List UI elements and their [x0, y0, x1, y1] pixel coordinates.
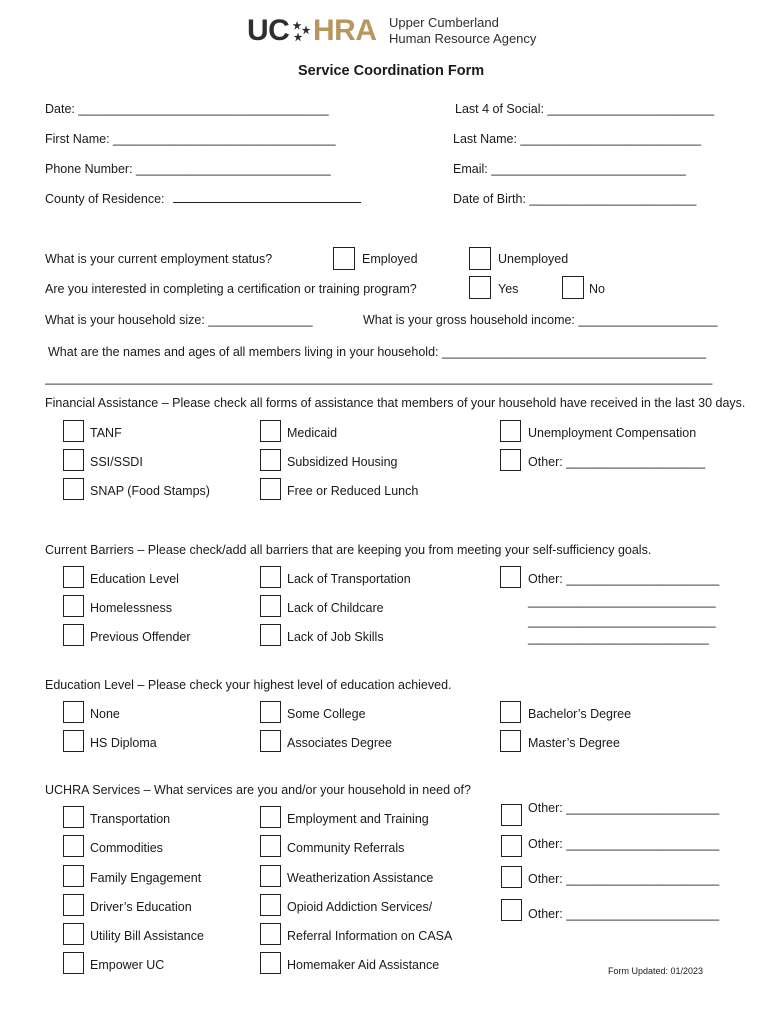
- associates-label: Associates Degree: [287, 736, 392, 750]
- masters-checkbox[interactable]: [500, 730, 521, 752]
- commodities-checkbox[interactable]: [63, 835, 84, 857]
- household-members-question[interactable]: What are the names and ages of all members living in your household: ______________________________________: [48, 345, 707, 359]
- employment-training-label: Employment and Training: [287, 812, 429, 826]
- income-field[interactable]: What is your gross household income: ____________________: [363, 313, 718, 327]
- previous-offender-label: Previous Offender: [90, 630, 191, 644]
- logo-line-2: Human Resource Agency: [389, 31, 537, 46]
- stars-icon: [291, 21, 313, 43]
- service-other-3-checkbox[interactable]: [501, 866, 522, 888]
- county-field[interactable]: [45, 191, 361, 207]
- barrier-other-line-2[interactable]: ___________________________: [528, 614, 716, 628]
- casa-referral-checkbox[interactable]: [260, 923, 281, 945]
- barrier-other-line-1[interactable]: ___________________________: [528, 594, 716, 608]
- bachelors-label: Bachelor’s Degree: [528, 707, 632, 721]
- weatherization-label: Weatherization Assistance: [287, 871, 434, 885]
- some-college-label: Some College: [287, 707, 366, 721]
- county-line: [173, 193, 361, 203]
- utility-bill-checkbox[interactable]: [63, 923, 84, 945]
- service-other-4-field[interactable]: Other: ______________________: [528, 907, 720, 921]
- opioid-services-label: Opioid Addiction Services/: [287, 900, 433, 914]
- service-other-1-checkbox[interactable]: [501, 804, 522, 826]
- childcare-label: Lack of Childcare: [287, 601, 384, 615]
- service-other-3-field[interactable]: Other: ______________________: [528, 872, 720, 886]
- employed-label: Employed: [362, 252, 418, 266]
- service-other-1-field[interactable]: Other: ______________________: [528, 801, 720, 815]
- financial-other-checkbox[interactable]: [500, 449, 521, 471]
- weatherization-checkbox[interactable]: [260, 865, 281, 887]
- homelessness-checkbox[interactable]: [63, 595, 84, 617]
- first-name-field[interactable]: First Name: ________________________________: [45, 132, 336, 146]
- subsidized-housing-checkbox[interactable]: [260, 449, 281, 471]
- unemployed-checkbox[interactable]: [469, 247, 491, 270]
- free-lunch-label: Free or Reduced Lunch: [287, 484, 419, 498]
- dob-field[interactable]: Date of Birth: ________________________: [453, 192, 697, 206]
- county-label: County of Residence:: [45, 192, 165, 206]
- unemployment-comp-checkbox[interactable]: [500, 420, 521, 442]
- barrier-other-checkbox[interactable]: [500, 566, 521, 588]
- homemaker-aid-label: Homemaker Aid Assistance: [287, 958, 440, 972]
- transportation-barrier-checkbox[interactable]: [260, 566, 281, 588]
- subsidized-housing-label: Subsidized Housing: [287, 455, 398, 469]
- yes-checkbox[interactable]: [469, 276, 491, 299]
- household-members-line[interactable]: ________________________________________________________________________________________________: [45, 371, 713, 385]
- no-label: No: [589, 282, 605, 296]
- snap-label: SNAP (Food Stamps): [90, 484, 210, 498]
- last4-social-field[interactable]: Last 4 of Social: ________________________: [455, 102, 715, 116]
- education-heading: Education Level – Please check your highest level of education achieved.: [45, 678, 452, 692]
- family-engagement-label: Family Engagement: [90, 871, 202, 885]
- none-label: None: [90, 707, 120, 721]
- date-field[interactable]: Date: ____________________________________: [45, 102, 329, 116]
- family-engagement-checkbox[interactable]: [63, 865, 84, 887]
- employment-question: What is your current employment status?: [45, 252, 273, 266]
- ssi-label: SSI/SSDI: [90, 455, 143, 469]
- job-skills-label: Lack of Job Skills: [287, 630, 384, 644]
- medicaid-checkbox[interactable]: [260, 420, 281, 442]
- none-checkbox[interactable]: [63, 701, 84, 723]
- commodities-label: Commodities: [90, 841, 163, 855]
- opioid-services-checkbox[interactable]: [260, 894, 281, 916]
- barrier-other-field[interactable]: Other: ______________________: [528, 572, 720, 586]
- financial-heading: Financial Assistance – Please check all forms of assistance that members of your household have received in the last 30 days.: [45, 396, 746, 410]
- drivers-education-label: Driver’s Education: [90, 900, 192, 914]
- tanf-checkbox[interactable]: [63, 420, 84, 442]
- homemaker-aid-checkbox[interactable]: [260, 952, 281, 974]
- last-name-field[interactable]: Last Name: __________________________: [453, 132, 702, 146]
- logo-uc-text: UC: [247, 14, 290, 47]
- education-level-label: Education Level: [90, 572, 179, 586]
- employed-checkbox[interactable]: [333, 247, 355, 270]
- snap-checkbox[interactable]: [63, 478, 84, 500]
- logo-hra-text: HRA: [313, 14, 377, 47]
- community-referrals-label: Community Referrals: [287, 841, 405, 855]
- transportation-barrier-label: Lack of Transportation: [287, 572, 411, 586]
- free-lunch-checkbox[interactable]: [260, 478, 281, 500]
- hs-diploma-checkbox[interactable]: [63, 730, 84, 752]
- logo-line-1: Upper Cumberland: [389, 15, 499, 30]
- barriers-heading: Current Barriers – Please check/add all barriers that are keeping you from meeting your self-sufficiency goals.: [45, 543, 652, 557]
- education-level-checkbox[interactable]: [63, 566, 84, 588]
- financial-other-field[interactable]: Other: ____________________: [528, 455, 706, 469]
- drivers-education-checkbox[interactable]: [63, 894, 84, 916]
- transportation-service-checkbox[interactable]: [63, 806, 84, 828]
- job-skills-checkbox[interactable]: [260, 624, 281, 646]
- household-size-field[interactable]: What is your household size: _______________: [45, 313, 313, 327]
- utility-bill-label: Utility Bill Assistance: [90, 929, 204, 943]
- form-updated-note: Form Updated: 01/2023: [608, 966, 704, 976]
- masters-label: Master’s Degree: [528, 736, 620, 750]
- hs-diploma-label: HS Diploma: [90, 736, 157, 750]
- certification-question: Are you interested in completing a certification or training program?: [45, 282, 417, 296]
- service-other-2-field[interactable]: Other: ______________________: [528, 837, 720, 851]
- transportation-service-label: Transportation: [90, 812, 171, 826]
- some-college-checkbox[interactable]: [260, 701, 281, 723]
- casa-referral-label: Referral Information on CASA: [287, 929, 453, 943]
- tanf-label: TANF: [90, 426, 122, 440]
- empower-uc-label: Empower UC: [90, 958, 165, 972]
- ssi-checkbox[interactable]: [63, 449, 84, 471]
- community-referrals-checkbox[interactable]: [260, 835, 281, 857]
- associates-checkbox[interactable]: [260, 730, 281, 752]
- phone-field[interactable]: Phone Number: ____________________________: [45, 162, 331, 176]
- employment-training-checkbox[interactable]: [260, 806, 281, 828]
- homelessness-label: Homelessness: [90, 601, 172, 615]
- medicaid-label: Medicaid: [287, 426, 338, 440]
- childcare-checkbox[interactable]: [260, 595, 281, 617]
- email-field[interactable]: Email: ____________________________: [453, 162, 686, 176]
- no-checkbox[interactable]: [562, 276, 584, 299]
- services-heading: UCHRA Services – What services are you and/or your household in need of?: [45, 783, 471, 797]
- unemployed-label: Unemployed: [498, 252, 569, 266]
- bachelors-checkbox[interactable]: [500, 701, 521, 723]
- service-other-4-checkbox[interactable]: [501, 899, 522, 921]
- service-other-2-checkbox[interactable]: [501, 835, 522, 857]
- empower-uc-checkbox[interactable]: [63, 952, 84, 974]
- unemployment-comp-label: Unemployment Compensation: [528, 426, 697, 440]
- previous-offender-checkbox[interactable]: [63, 624, 84, 646]
- yes-label: Yes: [498, 282, 519, 296]
- form-title: Service Coordination Form: [298, 63, 485, 79]
- barrier-other-line-3[interactable]: __________________________: [528, 631, 709, 645]
